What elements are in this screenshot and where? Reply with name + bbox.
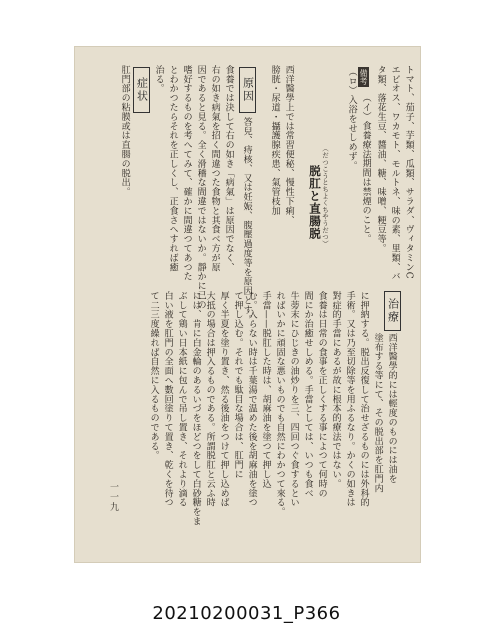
intro-line: エビオス、ワカモト、モルトネ、味の素、里類、バ — [389, 65, 400, 282]
page-number: 一一九 — [108, 482, 118, 512]
treatment-heading: 治療 — [384, 291, 401, 331]
title-ruby: （だつこうとちよくちやうだつ） — [321, 145, 329, 247]
cause-line: 答兒、痔核、又は妊娠、腹壓過度等を原因とす。 — [241, 117, 252, 324]
treatment-line: て押し込む。それでも駄目な場合は、肛門に — [232, 291, 243, 479]
cause-line: 治る。 — [153, 65, 164, 94]
section-title: 脱肛と直腸脱 — [308, 165, 322, 240]
note-line: （ロ）入浴をせしめず。 — [346, 67, 357, 171]
intro-line: タ類、落花生豆、醬油、糖、味噌、粳豆等。 — [375, 65, 386, 253]
cause-line: 西洋醫學上では常習便秘、慢性下痢、 — [283, 65, 294, 225]
treatment-line: ればいかに頑固な悪いものでも自然にわかつて來る。 — [274, 291, 285, 517]
treatment-line: 大抵の場合は押入るものである。所謂脱肛と云ふ時 — [204, 291, 215, 508]
treatment-line: 塗布する等にて、その脱出部を肛門内 — [372, 333, 383, 493]
cause-line: 因であると見る。全く滑稽な間違ではないか。靜かに己の — [195, 65, 206, 310]
treatment-line: 厚く半夏を塗り置き、然る後油をつけて押し込めば — [218, 291, 229, 508]
document-page — [75, 47, 420, 562]
treatment-line: 間にか治癒せしめる。手當としては、いつも食べ — [302, 291, 313, 498]
cause-line: 食養では決して右の如き「病氣」は原因でなく、 — [223, 65, 234, 272]
intro-line: トマト、茄子、芋類、瓜類、サラダ、ヴィタミンC — [403, 65, 414, 280]
cause-line: 嗜好するものを考へてみて、確かに間違つてあつた — [181, 65, 192, 282]
image-caption: 20210200031_P366 — [152, 603, 341, 624]
note-line: （イ）食養療法期間は禁煙のこと。 — [360, 93, 371, 244]
treatment-line: て二三度繰れば自然に入るものである。 — [148, 291, 159, 461]
cause-heading: 原因 — [239, 67, 256, 113]
treatment-line: 食養は日常の食事を正しくする事によつて何時の — [316, 291, 327, 498]
treatment-line: 白い液を肛門の全面へ數回塗りて置き、乾くを待つ — [162, 291, 173, 508]
treatment-line: ぶして鶏い日本紙に包んで吊し置き、それより滴る — [176, 291, 187, 508]
cause-line: 右の如き病氣を招く間違つた食物と其食べ方が原 — [209, 65, 220, 272]
treatment-line: む。入らない時は千葉湯で温めた後を胡麻油を塗つ — [246, 291, 257, 508]
treatment-line: 手當——脱肛した時は、胡麻油を塗つて押し込 — [260, 291, 271, 489]
treatment-line: に押納する。脱出反復して治せざるものには外科的 — [358, 291, 369, 508]
symptom-heading: 症状 — [133, 67, 150, 113]
treatment-line: 對症的手當にあるが故に根本的療法ではない。 — [330, 291, 341, 489]
symptom-line: 肛門部の粘膜或は直腸の脱出。 — [119, 65, 130, 197]
cause-line: とわかつたらそれを正しくし、正食さへすれば癒 — [167, 65, 178, 272]
remarks-badge: 備考 — [359, 69, 368, 85]
cause-line: 膀胱・尿道・攝護腺疾患、氣管枝加 — [269, 65, 280, 216]
treatment-line: 西洋醫學的には輕度のものには油を — [386, 333, 397, 484]
treatment-line: には、肯に白金輪のあるいづをほどつをして白砂糖をま — [190, 291, 201, 526]
treatment-line: 手術。又は乃至切除等を用ふるなり。かくの如きは — [344, 291, 355, 508]
treatment-line: 牛蒡末にひじきの油炒りを三、四回つぐ食するとい — [288, 291, 299, 508]
